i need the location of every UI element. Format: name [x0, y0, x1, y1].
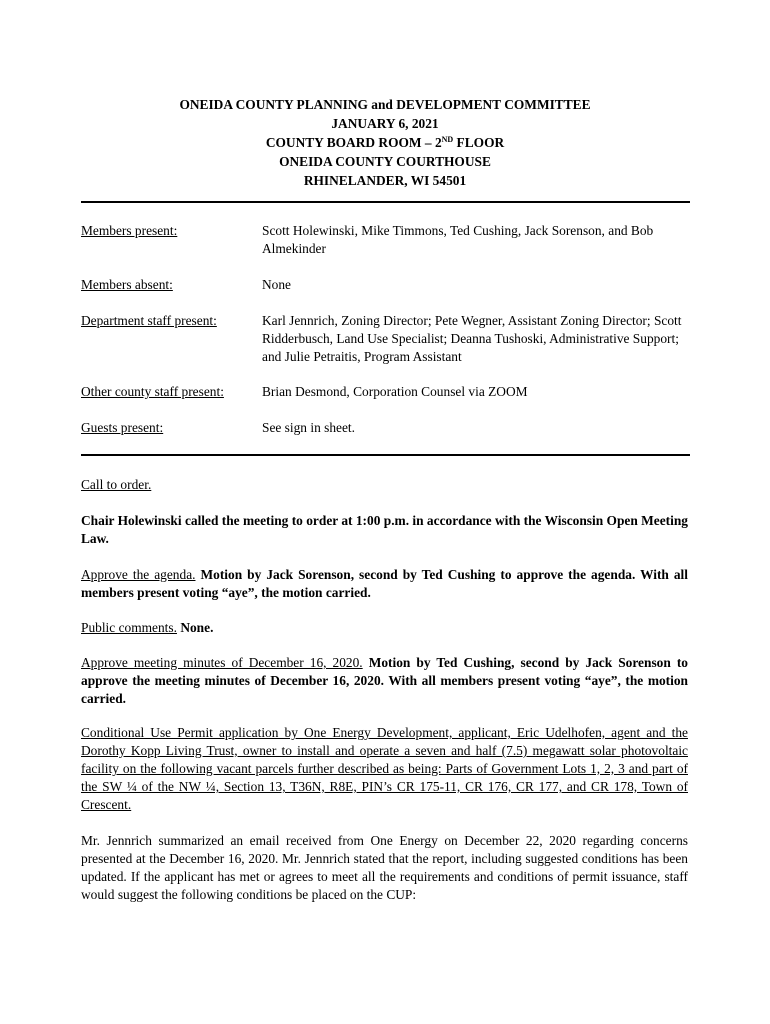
approve-minutes-text: Motion by Ted Cushing, second by Jack Sorenson to approve the meeting minutes of December 16, 2020. With all members present voting “aye”, the motion carried.: [81, 655, 688, 706]
public-comments-item: [81, 619, 688, 637]
staff-present-value: Karl Jennrich, Zoning Director; Pete Wegner, Assistant Zoning Director; Scott Ridderbusch, Land Use Specialist; Deanna Tushoski, Administrative Support; and Julie Petraitis, Program Assistant: [262, 313, 682, 364]
call-to-order-heading: Call to order.: [81, 477, 152, 492]
approve-agenda-item: [81, 566, 688, 602]
guests-label: Guests present:: [81, 420, 164, 435]
other-staff-label: Other county staff present:: [81, 384, 224, 399]
committee-title: ONEIDA COUNTY PLANNING and DEVELOPMENT COMMITTEE: [179, 97, 591, 112]
approve-agenda-text: Motion by Jack Sorenson, second by Ted Cushing to approve the agenda. With all members present voting “aye”, the motion carried.: [81, 567, 688, 600]
jennrich-summary: Mr. Jennrich summarized an email received from One Energy on December 22, 2020 regarding concerns presented at the December 16, 2020. Mr. Jennrich stated that the report, including suggested conditions has been updated. If the applicant has met or agrees to meet all the requirements and conditions of permit issuance, staff would suggest the following conditions be placed on the CUP:: [81, 833, 688, 902]
meeting-date: JANUARY 6, 2021: [331, 116, 439, 131]
public-comments-text: None.: [176, 620, 214, 635]
bottom-divider: [81, 454, 690, 456]
approve-agenda-label: Approve the agenda.: [81, 567, 196, 582]
approve-minutes-label: Approve meeting minutes of December 16, 2020.: [81, 655, 363, 670]
members-present-value: Scott Holewinski, Mike Timmons, Ted Cushing, Jack Sorenson, and Bob Almekinder: [262, 223, 654, 256]
guests-value: See sign in sheet.: [262, 420, 355, 435]
public-comments-label: Public comments.: [81, 620, 177, 635]
document-header: [0, 95, 770, 190]
members-absent-value: None: [262, 277, 292, 292]
meeting-room: COUNTY BOARD ROOM – 2ND FLOOR: [265, 135, 505, 150]
call-to-order-text: Chair Holewinski called the meeting to order at 1:00 p.m. in accordance with the Wisconsin Open Meeting Law.: [81, 513, 688, 546]
other-staff-value: Brian Desmond, Corporation Counsel via ZOOM: [262, 384, 528, 399]
members-present-label: Members present:: [81, 223, 178, 238]
cup-heading: Conditional Use Permit application by One Energy Development, applicant, Eric Udelhofen, agent and the Dorothy Kopp Living Trust, owner to install and operate a seven and half (7.5) megawatt solar photovoltaic facility on the following vacant parcels further described as being: Parts of Government Lots 1, 2, 3 and part of the SW ¼ of the NW ¼, Section 13, T36N, R8E, PIN’s CR 175-11, CR 176, CR 177, and CR 178, Town of Crescent.: [81, 725, 688, 812]
meeting-building: ONEIDA COUNTY COURTHOUSE: [279, 154, 491, 169]
staff-present-label: Department staff present:: [81, 313, 217, 328]
members-absent-label: Members absent:: [81, 277, 173, 292]
approve-minutes-item: [81, 654, 688, 708]
top-divider: [81, 201, 690, 203]
meeting-city: RHINELANDER, WI 54501: [303, 173, 467, 188]
